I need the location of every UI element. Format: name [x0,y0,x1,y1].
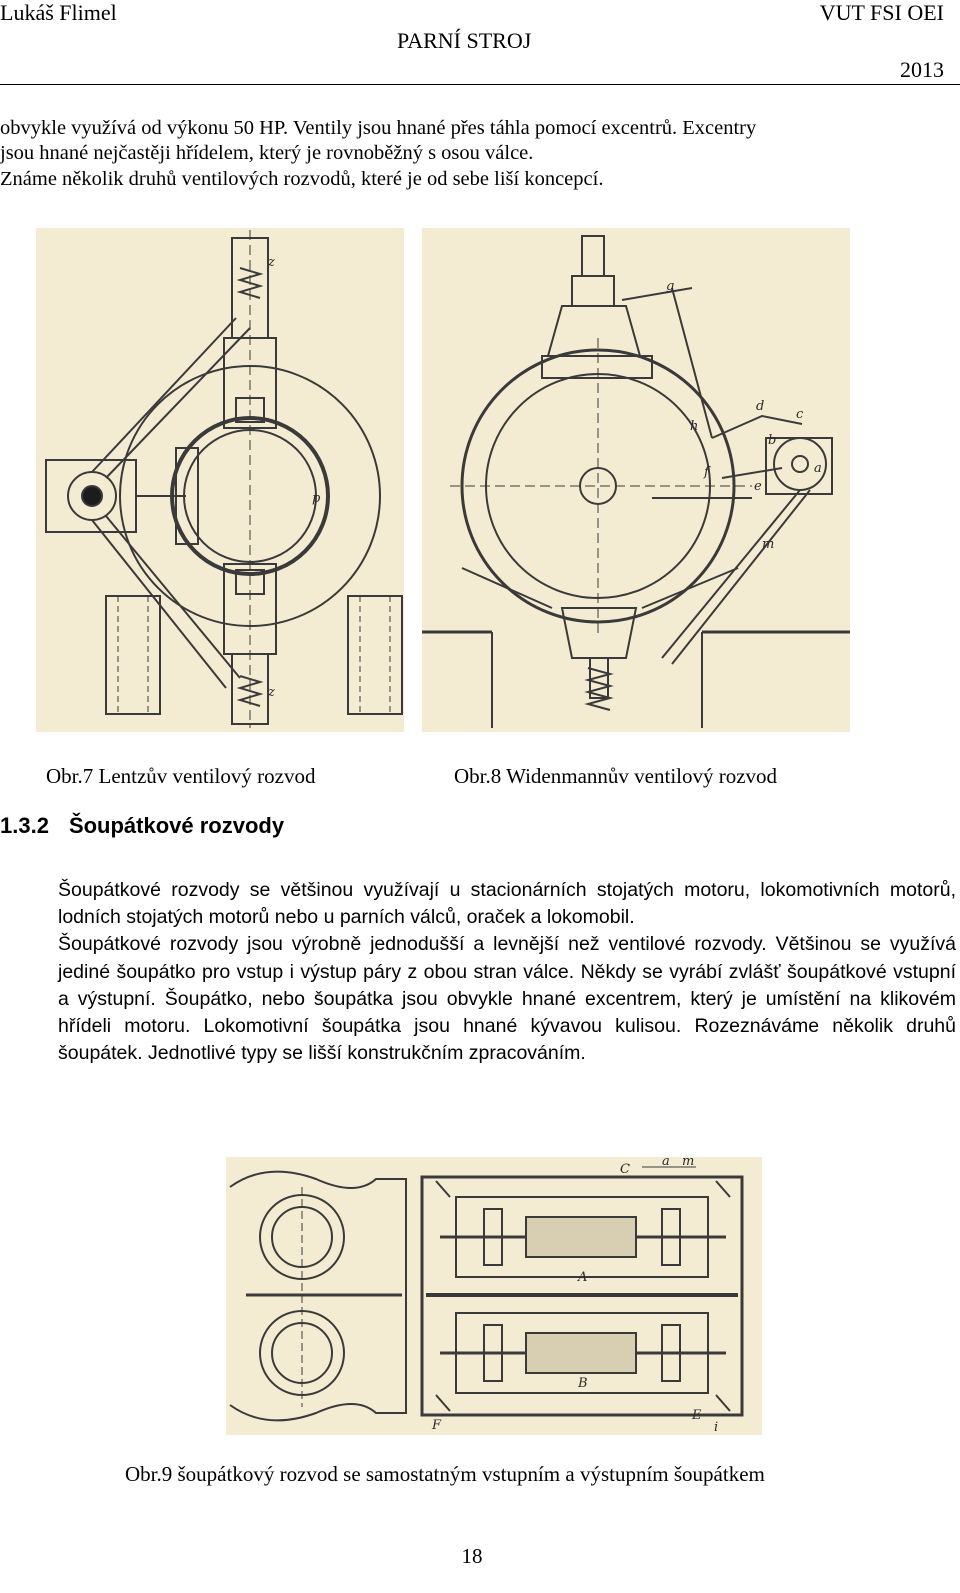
intro-line-3: Známe několik druhů ventilových rozvodů, které je od sebe liší koncepcí. [0,168,604,190]
body-paragraph-2: Šoupátkové rozvody jsou výrobně jednodušší a levnější než ventilové rozvody. Většinou se využívá jediné šoupátko pro vstup i výstup páry z obou stran válce. Někdy se vyrábí zvlášť šoupátkové vstupní a výstupní. Šoupátko, nebo šoupátka jsou obvykle hnané excentrem, který je umístění na klikovém hřídeli motoru. Lokomotivní šoupátka jsou hnané kývavou kulisou. Rozeznáváme několik druhů šoupátek. Jednotlivé typy se lišší konstrukčním zpracováním. [58,933,956,1065]
fig7-label-z-top: z [268,255,275,270]
fig8-label-f: f [704,465,709,480]
body-text [58,877,956,1067]
fig8-label-d: d [756,399,765,414]
fig8-label-b: b [768,433,777,448]
header-institution: VUT FSI OEI [819,0,944,25]
fig8-label-m: m [762,537,775,552]
figure-widenmann-valve-gear [422,228,850,732]
lentz-drawing [36,228,404,732]
section-heading [0,812,284,840]
fig7-label-z-bottom: z [268,685,275,700]
header-title: PARNÍ STROJ [397,28,532,53]
intro-line-2: jsou hnané nejčastěji hřídelem, který je rovnoběžný s osou válce. [0,142,534,164]
fig9-label-C: C [620,1162,630,1177]
fig8-label-e: e [754,479,762,494]
section-number: 1.3.2 [0,813,49,838]
widenmann-drawing [422,228,850,732]
intro-line-1: obvykle využívá od výkonu 50 HP. Ventily jsou hnané přes táhla pomocí excentrů. Excentry [0,117,757,139]
page-number: 18 [461,1544,483,1568]
fig9-label-A: A [578,1270,588,1285]
fig9-label-i: i [714,1420,719,1435]
fig8-label-a: a [814,461,822,476]
header-divider [0,84,960,85]
section-title: Šoupátkové rozvody [68,813,285,838]
fig9-label-F: F [432,1418,442,1433]
fig9-label-a: a [662,1157,670,1169]
figure-7-caption: Obr.7 Lentzův ventilový rozvod [46,764,316,788]
figure-9-caption: Obr.9 šoupátkový rozvod se samostatným vstupním a výstupním šoupátkem [125,1462,765,1486]
fig8-label-c: c [796,407,804,422]
figure-lentz-valve-gear [36,228,404,732]
header-author: Lukáš Flimel [0,0,117,25]
slide-valve-drawing [226,1157,762,1435]
body-paragraph-1: Šoupátkové rozvody se většinou využívají u stacionárních stojatých motoru, lokomotivních motorů, lodních stojatých motorů nebo u parních válců, oraček a lokomobil. [58,879,956,929]
fig8-label-g: g [666,279,675,294]
header-year: 2013 [900,57,944,82]
figure-slide-valve-gear [226,1157,762,1435]
figure-8-caption: Obr.8 Widenmannův ventilový rozvod [454,764,778,788]
fig7-label-p: p [312,491,321,506]
fig9-label-E: E [692,1408,702,1423]
fig8-label-h: h [690,419,699,434]
fig9-label-B: B [578,1376,588,1391]
fig9-label-m: m [682,1157,695,1169]
